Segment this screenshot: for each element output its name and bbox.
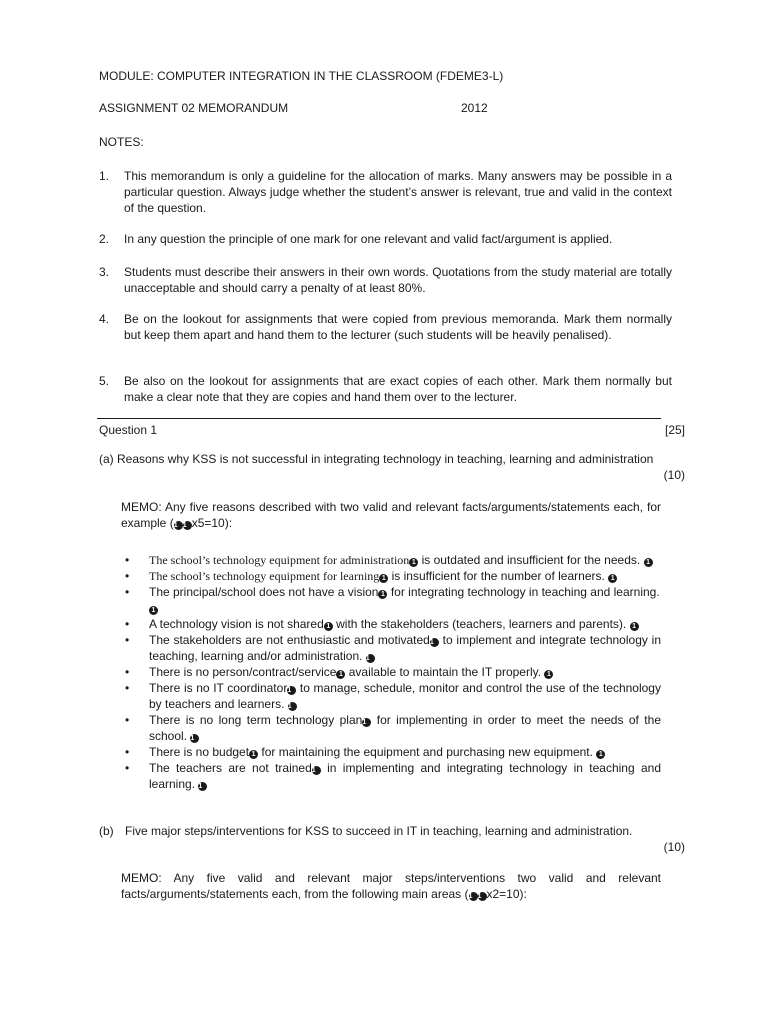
tick-mark-icon: 1: [544, 670, 553, 679]
list-item: [123, 552, 661, 568]
tick-mark-icon: 1: [198, 782, 207, 791]
reason-lead: A technology vision is not shared: [149, 617, 324, 631]
reason-lead: The school’s technology equipment for learning: [149, 569, 380, 583]
tick-mark-icon: 1: [366, 654, 375, 663]
bullet-icon: •: [125, 681, 130, 695]
notes-heading: NOTES:: [99, 135, 144, 149]
part-a-question: [99, 451, 685, 482]
bullet-icon: •: [125, 585, 130, 599]
memo-formula: x2=10):: [486, 887, 527, 901]
tick-mark-icon: 1: [312, 766, 321, 775]
tick-mark-icon: 1: [478, 892, 487, 901]
tick-mark-icon: 1: [287, 686, 296, 695]
tick-mark-icon: 1: [378, 590, 387, 599]
reason-lead: There is no long term technology plan: [149, 713, 363, 727]
tick-mark-icon: 1: [630, 622, 639, 631]
question-total-marks: [25]: [664, 423, 685, 437]
note-5: [99, 373, 672, 405]
part-a-memo: [121, 499, 661, 531]
reason-lead: There is no budget: [149, 745, 250, 759]
bullet-icon: •: [125, 713, 130, 727]
list-item: [123, 568, 661, 584]
list-item: [123, 744, 661, 760]
tick-mark-icon: 1: [644, 558, 653, 567]
reason-rest: is insufficient for the number of learners.: [388, 569, 609, 583]
tick-mark-icon: 1: [379, 574, 388, 583]
question-title: Question 1: [99, 423, 158, 437]
reason-lead: The school’s technology equipment for administration: [149, 553, 410, 567]
reason-rest: is outdated and insufficient for the needs.: [418, 553, 644, 567]
part-b-label: (b): [99, 824, 114, 838]
memo-lead: MEMO: Any five valid and relevant major steps/interventions two valid and relevant facts/arguments/statements each, from the following main areas (: [121, 871, 661, 901]
tick-mark-icon: 1: [608, 574, 617, 583]
list-item: [123, 712, 661, 744]
tick-mark-icon: 1: [409, 558, 418, 567]
bullet-icon: •: [125, 569, 130, 583]
tick-mark-icon: 1: [190, 734, 199, 743]
reason-lead: The teachers are not trained: [149, 761, 312, 775]
note-text: Students must describe their answers in their own words. Quotations from the study material are totally unacceptable and should carry a penalty of at least 80%.: [124, 265, 672, 295]
list-item: [123, 616, 661, 632]
note-text: In any question the principle of one mark for one relevant and valid fact/argument is applied.: [124, 232, 613, 246]
part-b-memo: [121, 870, 661, 902]
bullet-icon: •: [125, 745, 130, 759]
list-item: [123, 680, 661, 712]
reason-rest: to implement and integrate technology in teaching, learning and/or administration.: [149, 633, 661, 663]
bullet-icon: •: [125, 617, 130, 631]
tick-mark-icon: 1: [362, 718, 371, 727]
tick-mark-icon: 1: [249, 750, 258, 759]
assignment-year: 2012: [461, 101, 488, 115]
tick-mark-icon: 1: [596, 750, 605, 759]
reason-rest: in implementing and integrating technology in teaching and learning.: [149, 761, 661, 791]
part-a-text: (a) Reasons why KSS is not successful in integrating technology in teaching, learning and administration: [99, 452, 654, 466]
note-text: This memorandum is only a guideline for the allocation of marks. Many answers may be possible in a particular question. Always judge whether the student’s answer is relevant, true and valid in the context of the question.: [124, 169, 672, 215]
assignment-title: ASSIGNMENT 02 MEMORANDUM: [99, 101, 289, 115]
reason-lead: The principal/school does not have a vision: [149, 585, 379, 599]
question-1-header: [99, 422, 685, 438]
note-number: 1.: [99, 169, 110, 183]
tick-mark-icon: 1: [336, 670, 345, 679]
note-4: [99, 311, 672, 343]
list-item: [123, 584, 661, 616]
tick-mark-icon: 1: [149, 606, 158, 615]
reason-lead: There is no IT coordinator: [149, 681, 288, 695]
list-item: [123, 760, 661, 792]
note-number: 4.: [99, 312, 110, 326]
bullet-icon: •: [125, 665, 130, 679]
tick-mark-icon: 1: [174, 521, 183, 530]
tick-mark-icon: 1: [430, 638, 439, 647]
reason-rest: to manage, schedule, monitor and control the use of the technology by teachers and learners.: [149, 681, 661, 711]
bullet-icon: •: [125, 553, 130, 567]
list-item: [123, 632, 661, 664]
bullet-icon: •: [125, 633, 130, 647]
bullet-icon: •: [125, 761, 130, 775]
reason-rest: for maintaining the equipment and purchasing new equipment.: [258, 745, 597, 759]
note-2: [99, 231, 672, 247]
memo-formula: x5=10):: [191, 516, 233, 530]
list-item: [123, 664, 661, 680]
reason-lead: The stakeholders are not enthusiastic and motivated: [149, 633, 430, 647]
tick-mark-icon: 1: [324, 622, 333, 631]
module-line: MODULE: COMPUTER INTEGRATION IN THE CLASSROOM (FDEME3-L): [99, 69, 504, 83]
reason-rest: for implementing in order to meet the needs of the school.: [149, 713, 661, 743]
reasons-list: [123, 552, 661, 792]
note-text: Be on the lookout for assignments that were copied from previous memoranda. Mark them normally but keep them apart and hand them to the lecturer (such students will be heavily penalised).: [124, 312, 672, 342]
tick-mark-icon: 1: [183, 521, 192, 530]
reason-rest: for integrating technology in teaching and learning.: [387, 585, 660, 599]
reason-rest: with the stakeholders (teachers, learners and parents).: [332, 617, 630, 631]
reason-lead: There is no person/contract/service: [149, 665, 337, 679]
section-divider: [97, 418, 661, 419]
note-3: [99, 264, 672, 296]
part-b-marks: (10): [663, 840, 685, 854]
tick-mark-icon: 1: [469, 892, 478, 901]
memo-lead: MEMO: Any five reasons described with two valid and relevant facts/arguments/statements each, for example (: [121, 500, 661, 530]
note-text: Be also on the lookout for assignments that are exact copies of each other. Mark them normally but make a clear note that they are copies and hand them over to the lecturer.: [124, 374, 672, 404]
reason-rest: available to maintain the IT properly.: [345, 665, 545, 679]
note-1: [99, 168, 672, 216]
part-b-text: Five major steps/interventions for KSS to succeed in IT in teaching, learning and administration.: [125, 824, 633, 838]
part-a-marks: (10): [663, 468, 685, 482]
part-b-question: [99, 823, 685, 854]
note-number: 2.: [99, 232, 110, 246]
note-number: 5.: [99, 374, 110, 388]
note-number: 3.: [99, 265, 110, 279]
tick-mark-icon: 1: [288, 702, 297, 711]
